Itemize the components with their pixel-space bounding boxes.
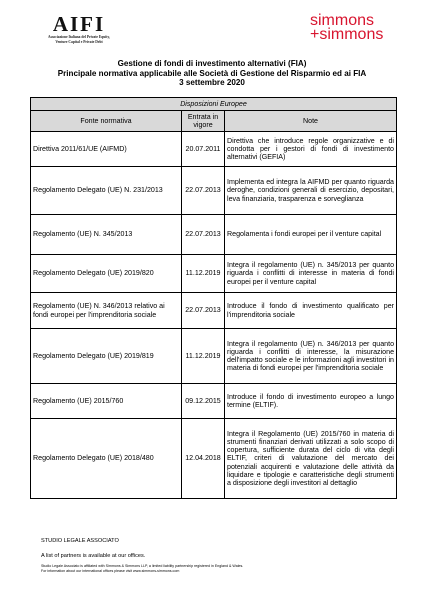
fonte-cell: Regolamento (UE) N. 345/2013 [31,215,182,255]
column-header-entrata: Entrata in vigore [182,111,225,132]
fonte-cell: Regolamento (UE) 2015/760 [31,384,182,419]
footer-partners-note: A list of partners is available at our offices. [41,553,146,559]
date-cell: 11.12.2019 [182,329,225,384]
date-cell: 09.12.2015 [182,384,225,419]
fonte-cell: Regolamento Delegato (UE) 2018/480 [31,419,182,499]
aifi-logo-line: Venture Capital e Private Debt [55,39,103,44]
aifi-logo-line: Associazione Italiana del Private Equity, [48,35,110,39]
note-cell: Introduce il fondo di investimento qualificato per l'imprenditoria sociale [225,293,397,329]
simmons-logo-line1: simmons [310,12,375,29]
note-cell: Direttiva che introduce regole organizzative e di condotta per i gestori di fondi di investimento alternativi (GEFIA) [225,132,397,167]
aifi-logo-word: AIFI [52,12,106,36]
footer-legal-line: Studio Legale Associato is affiliated with Simmons & Simmons LLP, a limited liability partnership registered in England & Wales. [41,564,244,568]
table-row [31,419,397,499]
document-subtitle: Principale normativa applicabile alle Società di Gestione del Risparmio ed ai FIA [57,68,367,78]
column-header-fonte: Fonte normativa [31,111,182,132]
date-cell: 22.07.2013 [182,215,225,255]
footer-firm-name: STUDIO LEGALE ASSOCIATO [41,538,119,544]
note-cell: Integra il Regolamento (UE) 2015/760 in materia di strumenti finanziari derivati utilizzati a solo scopo di copertura, sufficiente durata del ciclo di vita degli ELTIF, criteri di valutazione del mercato dei potenziali acquirenti e valutazione delle attività da liquidare e tipologie e caratteristiche degli strumenti a disposizione degli investitori al dettaglio [225,419,397,499]
fonte-cell: Regolamento (UE) N. 346/2013 relativo ai fondi europei per l'imprenditoria sociale [31,293,182,329]
note-cell: Implementa ed integra la AIFMD per quanto riguarda deroghe, condizioni generali di esercizio, depositari, leva finanziaria, trasparenza e sorveglianza [225,167,397,215]
table-row [31,167,397,215]
fonte-cell: Regolamento Delegato (UE) N. 231/2013 [31,167,182,215]
fonte-cell: Regolamento Delegato (UE) 2019/820 [31,255,182,293]
footer-legal-line: For information about our international offices please visit www.simmons-simmons.com [41,569,180,573]
fonte-cell: Regolamento Delegato (UE) 2019/819 [31,329,182,384]
simmons-logo [310,14,402,42]
date-cell: 22.07.2013 [182,167,225,215]
simmons-logo-line2: +simmons [310,26,384,43]
table-row [31,132,397,167]
column-header-note: Note [225,111,397,132]
document-heading [0,59,424,88]
date-cell: 20.07.2011 [182,132,225,167]
table-row [31,329,397,384]
document-date: 3 settembre 2020 [179,78,245,88]
table-row [31,215,397,255]
table-row [31,293,397,329]
date-cell: 11.12.2019 [182,255,225,293]
document-title: Gestione di fondi di investimento alternativi (FIA) [117,59,307,68]
note-cell: Introduce il fondo di investimento europeo a lungo termine (ELTIF). [225,384,397,419]
fonte-cell: Direttiva 2011/61/UE (AIFMD) [31,132,182,167]
aifi-logo [33,13,125,44]
table-row [31,384,397,419]
date-cell: 12.04.2018 [182,419,225,499]
note-cell: Regolamenta i fondi europei per il venture capital [225,215,397,255]
section-title: Disposizioni Europee [31,98,397,111]
table-row [31,255,397,293]
note-cell: Integra il regolamento (UE) n. 345/2013 per quanto riguarda i conflitti di interesse in materia di fondi europei per il venture capital [225,255,397,293]
regulations-table [30,97,397,499]
date-cell: 22.07.2013 [182,293,225,329]
note-cell: Integra il regolamento (UE) n. 346/2013 per quanto riguarda i conflitti di interesse, la misurazione dell'impatto sociale e le informazioni agli investitori in materia di fondi europei per l'imprenditoria sociale [225,329,397,384]
